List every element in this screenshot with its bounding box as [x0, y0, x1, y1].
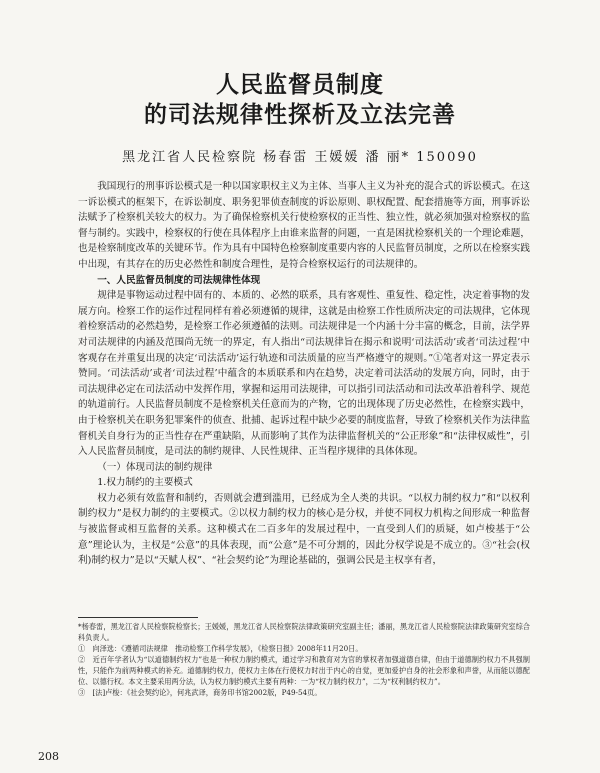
- title-line-2: 的司法规律性探析及立法完善: [144, 102, 456, 128]
- footnote: *杨春雷，黑龙江省人民检察院检察长；王媛媛，黑龙江省人民检察院法律政策研究室副主任；潘丽，黑龙江省人民检察院法律政策研究室综合科负责人。: [78, 622, 530, 642]
- article-body: [78, 179, 530, 569]
- title-line-1: 人民监督员制度: [216, 72, 384, 98]
- footnote: ③ [法]卢梭：《社会契约论》，何兆武译，商务印书馆2002版，P49-54页。: [78, 688, 322, 697]
- paragraph: 权力必须有效监督和制约，否则就会遭到滥用，已经成为全人类的共识。“以权力制约权力”和“以权利制约权力”是权力制约的主要模式。②以权力制约权力的核心是分权，并使不同权力机构之间形成一种监督与被监督或相互监督的关系。这种模式在二百多年的发展过程中，一直受到人们的质疑，如卢梭基于“公意”理论认为，主权是“公意”的具体表现，而“公意”是不可分割的，因此分权学说是不成立的。③“社会(权利)制约权力”是以“天赋人权”、“社会契约论”为理论基础的，强调公民是主权享有者，: [78, 492, 530, 567]
- footnote-divider: [78, 617, 198, 618]
- author-line: 黑龙江省人民检察院 杨春雷 王媛媛 潘 丽* 150090: [122, 150, 478, 165]
- subsubsection-heading: 1.权力制约的主要模式: [97, 477, 193, 489]
- subsection-heading: （一）体现司法的制约规律: [97, 461, 213, 473]
- footnote: ② 近百年学者认为“以道德制约权力”也是一种权力制约模式，通过学习和教育对为官的掌权者加强道德自律，但由于道德制约权力不具强制性，只能作为前两种模式的补充。道德制约权力，使权力主体在行使权力时出于内心的自觉，更加爱护自身的社会形象和声誉，从而能以德配位、以德行权。本文主要采用两分法，认为权力制约模式主要有两种：一为“权力制约权力”，二为“权利制约权力”。: [78, 655, 530, 686]
- footnotes: [78, 621, 530, 698]
- paragraph: 规律是事物运动过程中固有的、本质的、必然的联系，具有客观性、重复性、稳定性，决定着事物的发展方向。检察工作的运作过程同样有着必须遵循的规律，这就是由检察工作性质所决定的司法规律，它体现着检察活动的必然趋势，是检察工作必须遵循的法则。司法规律是一个内涵十分丰富的概念，目前，法学界对司法规律的内涵及范围尚无统一的界定，有人指出“司法规律旨在揭示和说明‘司法活动’或者‘司法过程’中客观存在并重复出现的决定‘司法活动’运行轨迹和司法质量的应当严格遵守的规则。”①笔者对这一界定表示赞同。‘司法活动’或者‘司法过程’中蕴含的本质联系和内在趋势，决定着司法活动的发展方向，同时，由于司法规律必定在司法活动中发挥作用，掌握和运用司法规律，可以指引司法活动和司法改革沿着科学、规范的轨道前行。人民监督员制度不是检察机关任意而为的产物，它的出现体现了历史必然性，在检察实践中，由于检察机关在职务犯罪案件的侦查、批捕、起诉过程中缺少必要的制度监督，导致了检察机关作为法律监督机关自身行为的正当性存在严重缺陷，从而影响了其作为法律监督机关的“公正形象”和“法律权威性”，引入人民监督员制度，是司法的制约规律、人民性规律、正当程序规律的具体体现。: [78, 290, 530, 458]
- paragraph: 我国现行的刑事诉讼模式是一种以国家职权主义为主体、当事人主义为补充的混合式的诉讼模式。在这一诉讼模式的框架下，在诉讼制度、职务犯罪侦查制度的诉讼原则、职权配置、配套措施等方面，刑事诉讼法赋予了检察机关较大的权力。为了确保检察机关行使检察权的正当性、独立性，就必须加强对检察权的监督与制约。实践中，检察权的行使在具体程序上由谁来监督的问题，一直是困扰检察机关的一个理论难题，也是检察制度改革的关键环节。作为具有中国特色检察制度重要内容的人民监督员制度，之所以在检察实践中出现，有其存在的历史必然性和制度合理性，是符合检察权运行的司法规律的。: [78, 181, 530, 270]
- section-heading: 一、人民监督员制度的司法规律性体现: [97, 274, 261, 286]
- footnote: ① 向泽选：《遵循司法规律 推动检察工作科学发展》，《检察日报》2008年11月20日。: [78, 644, 363, 653]
- page-number: 208: [38, 750, 59, 763]
